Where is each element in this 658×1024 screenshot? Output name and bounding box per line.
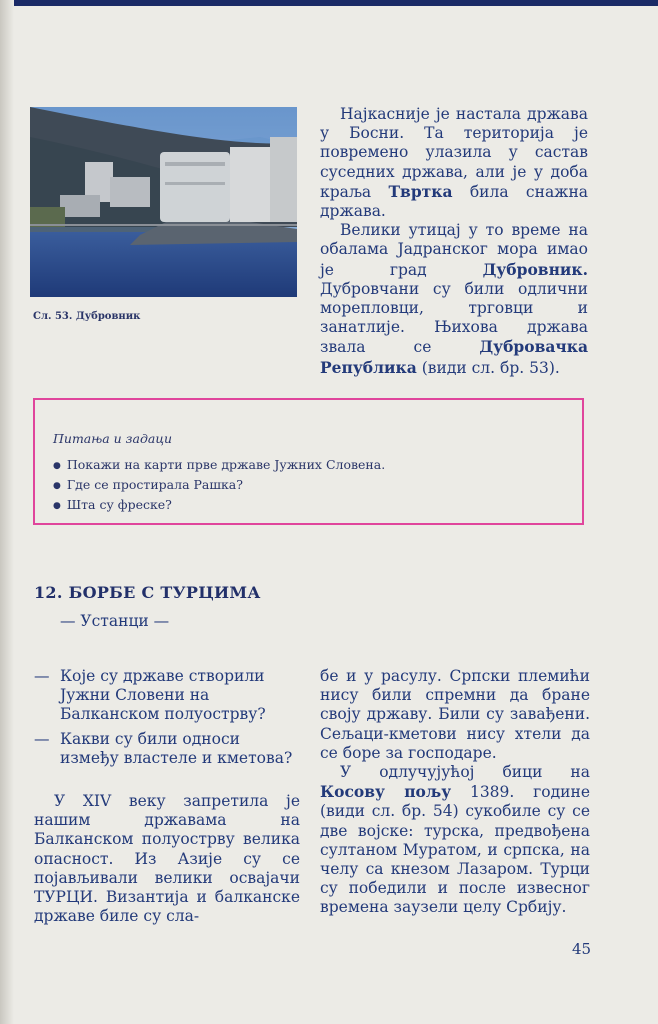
text-run: (види сл. бр. 53). xyxy=(416,358,560,377)
question-item: ● Где се простирала Рашка? xyxy=(53,476,385,496)
bold-term-tvrtko: Твртка xyxy=(388,181,453,201)
bold-term-republic: Дубровачка Република xyxy=(320,337,588,377)
page-number: 45 xyxy=(572,940,592,958)
text-run: Најкасније је настала држава у Босни. Та територија је повремено улазила у састав суседних држава, али је у доба краља xyxy=(320,105,588,201)
text-run: У одлучујућој бици на xyxy=(340,763,590,782)
bold-term-dubrovnik: Дубровник. xyxy=(482,259,588,279)
figure-caption: Сл. 53. Дубровник xyxy=(33,311,141,322)
bold-term-kosovo: Косову пољу xyxy=(320,782,452,802)
dubrovnik-photo xyxy=(30,107,297,297)
text-run: била снажна држава. xyxy=(320,182,589,221)
scan-top-edge xyxy=(0,0,658,6)
intro-question xyxy=(34,730,300,768)
section-subheading: — Устанци — xyxy=(60,612,170,630)
intro-paragraph-1 xyxy=(320,105,588,221)
intro-paragraph-2 xyxy=(320,221,588,378)
question-text: Какви су били односи између властеле и кметова? xyxy=(60,729,293,767)
dash-marker: — xyxy=(34,667,50,685)
left-paragraph: У XIV веку запретила је нашим државама на Балканском полуострву велика опасност. Из Азије су се појављивали велики освајачи ТУРЦИ. Византија и балканске државе биле су сла- xyxy=(34,792,300,926)
questions-list xyxy=(53,456,385,516)
questions-box-title: Питања и задаци xyxy=(53,431,173,446)
text-run: 1389. године (види сл. бр. 54) сукобиле су се две војске: турска, предвођена султаном Муратом, и српска, на челу са кнезом Лазаром. Турци су победили и после извесног времена заузели целу Србију. xyxy=(320,783,590,917)
intro-text xyxy=(320,105,588,378)
left-column xyxy=(34,667,300,926)
right-column xyxy=(320,667,590,918)
text-run: Дубровчани су били одлични морепловци, трговци и занатлије. Њихова држава звала се xyxy=(320,279,588,357)
intro-question xyxy=(34,667,300,725)
question-text: Које су државе створили Јужни Словени на Балканском полуострву? xyxy=(60,667,266,724)
section-heading: 12. БОРБЕ С ТУРЦИМА xyxy=(34,583,261,602)
right-paragraph-2 xyxy=(320,763,590,918)
dash-marker: — xyxy=(34,729,50,748)
text-run: Велики утицај у то време на обалама Јадранског мора имао је град xyxy=(320,221,588,279)
question-item: ● Покажи на карти прве државе Јужних Словена. xyxy=(53,456,385,476)
question-item: ● Шта су фреске? xyxy=(53,496,385,516)
questions-box xyxy=(33,398,584,525)
book-spine-shadow xyxy=(0,0,14,1024)
right-paragraph-1: бе и у расулу. Српски племићи нису били спремни да бране своју државу. Били су завађени. Сељаци-кметови нису хтели да се боре за господаре. xyxy=(320,667,590,762)
